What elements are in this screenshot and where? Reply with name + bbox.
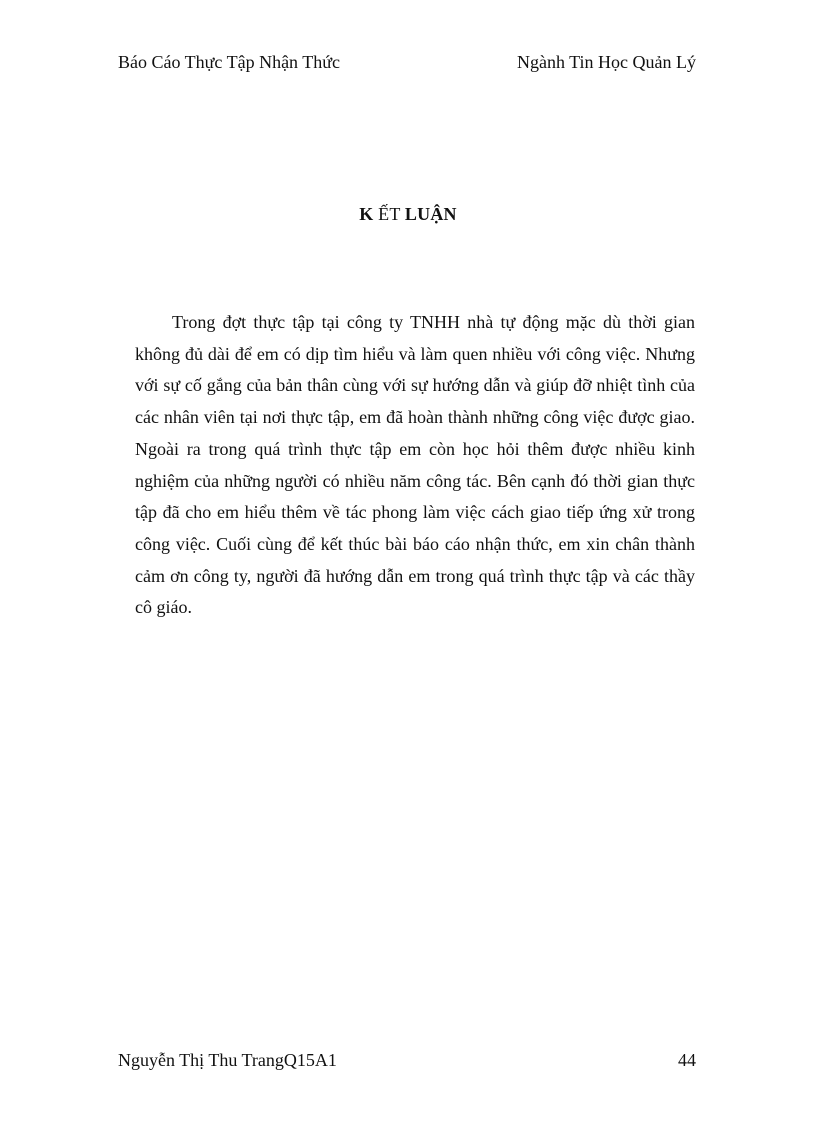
section-title [0,204,816,225]
header-department: Ngành Tin Học Quản Lý [517,52,696,72]
footer-author: Nguyễn Thị Thu TrangQ15A1 [118,1050,337,1070]
page-number: 44 [678,1050,696,1070]
page-header [118,52,696,80]
page-footer [118,1050,696,1078]
title-rest: LUẬN [404,204,457,224]
title-first-letter: K [359,204,374,224]
header-report-title: Báo Cáo Thực Tập Nhận Thức [118,52,340,72]
conclusion-paragraph: Trong đợt thực tập tại công ty TNHH nhà tự động mặc dù thời gian không đủ dài để em có dịp tìm hiểu và làm quen nhiều với công việc. Nhưng với sự cố gắng của bản thân cùng với sự hướng dẫn và giúp đỡ nhiệt tình của các nhân viên tại nơi thực tập, em đã hoàn thành những công việc được giao. Ngoài ra trong quá trình thực tập em còn học hỏi thêm được nhiều kinh nghiệm của những người có nhiều năm công tác. Bên cạnh đó thời gian thực tập đã cho em hiểu thêm về tác phong làm việc cách giao tiếp ứng xử trong công việc. Cuối cùng để kết thúc bài báo cáo nhận thức, em xin chân thành cảm ơn công ty, người đã hướng dẫn em trong quá trình thực tập và các thầy cô giáo. [135,312,695,618]
title-middle: ẾT [373,204,405,224]
